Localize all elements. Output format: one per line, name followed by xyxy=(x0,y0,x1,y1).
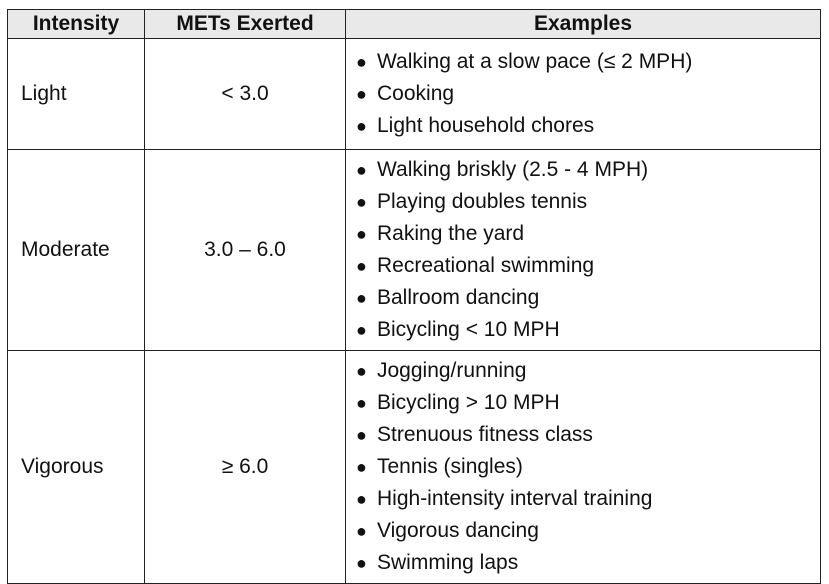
header-intensity: Intensity xyxy=(8,10,145,39)
intensity-cell: Light xyxy=(8,39,145,150)
bullet-icon: ● xyxy=(356,361,367,381)
example-text: Walking at a slow pace (≤ 2 MPH) xyxy=(377,50,693,73)
examples-cell xyxy=(346,39,821,150)
example-text: Walking briskly (2.5 - 4 MPH) xyxy=(377,158,649,181)
examples-list xyxy=(356,355,820,579)
mets-cell: 3.0 – 6.0 xyxy=(145,150,346,351)
header-examples: Examples xyxy=(346,10,821,39)
list-item xyxy=(356,250,820,282)
list-item xyxy=(356,282,820,314)
bullet-icon: ● xyxy=(356,320,367,340)
list-item xyxy=(356,46,820,78)
bullet-icon: ● xyxy=(356,84,367,104)
bullet-icon: ● xyxy=(356,116,367,136)
example-text: Strenuous fitness class xyxy=(377,423,593,446)
list-item xyxy=(356,218,820,250)
example-text: Raking the yard xyxy=(377,222,525,245)
examples-cell xyxy=(346,150,821,351)
examples-list xyxy=(356,154,820,346)
list-item xyxy=(356,186,820,218)
list-item xyxy=(356,547,820,579)
table-row xyxy=(8,150,821,351)
bullet-icon: ● xyxy=(356,192,367,212)
example-text: High-intensity interval training xyxy=(377,487,653,510)
example-text: Cooking xyxy=(377,82,455,105)
intensity-cell: Moderate xyxy=(8,150,145,351)
list-item xyxy=(356,387,820,419)
intensity-table xyxy=(7,9,821,584)
bullet-icon: ● xyxy=(356,288,367,308)
mets-cell: ≥ 6.0 xyxy=(145,351,346,584)
list-item xyxy=(356,483,820,515)
list-item xyxy=(356,419,820,451)
bullet-icon: ● xyxy=(356,457,367,477)
example-text: Tennis (singles) xyxy=(377,455,523,478)
bullet-icon: ● xyxy=(356,521,367,541)
examples-cell xyxy=(346,351,821,584)
bullet-icon: ● xyxy=(356,224,367,244)
list-item xyxy=(356,154,820,186)
list-item xyxy=(356,314,820,346)
intensity-cell: Vigorous xyxy=(8,351,145,584)
list-item xyxy=(356,515,820,547)
example-text: Bicycling > 10 MPH xyxy=(377,391,560,414)
example-text: Ballroom dancing xyxy=(377,286,540,309)
example-text: Vigorous dancing xyxy=(377,519,539,542)
example-text: Recreational swimming xyxy=(377,254,595,277)
bullet-icon: ● xyxy=(356,160,367,180)
examples-list xyxy=(356,46,820,142)
bullet-icon: ● xyxy=(356,553,367,573)
list-item xyxy=(356,451,820,483)
table-row xyxy=(8,39,821,150)
bullet-icon: ● xyxy=(356,52,367,72)
list-item xyxy=(356,78,820,110)
example-text: Light household chores xyxy=(377,114,595,137)
example-text: Swimming laps xyxy=(377,551,519,574)
header-mets: METs Exerted xyxy=(145,10,346,39)
bullet-icon: ● xyxy=(356,393,367,413)
list-item xyxy=(356,355,820,387)
bullet-icon: ● xyxy=(356,489,367,509)
example-text: Playing doubles tennis xyxy=(377,190,588,213)
mets-cell: < 3.0 xyxy=(145,39,346,150)
example-text: Jogging/running xyxy=(377,359,527,382)
bullet-icon: ● xyxy=(356,256,367,276)
example-text: Bicycling < 10 MPH xyxy=(377,318,560,341)
header-row xyxy=(8,10,821,39)
list-item xyxy=(356,110,820,142)
bullet-icon: ● xyxy=(356,425,367,445)
table-row xyxy=(8,351,821,584)
